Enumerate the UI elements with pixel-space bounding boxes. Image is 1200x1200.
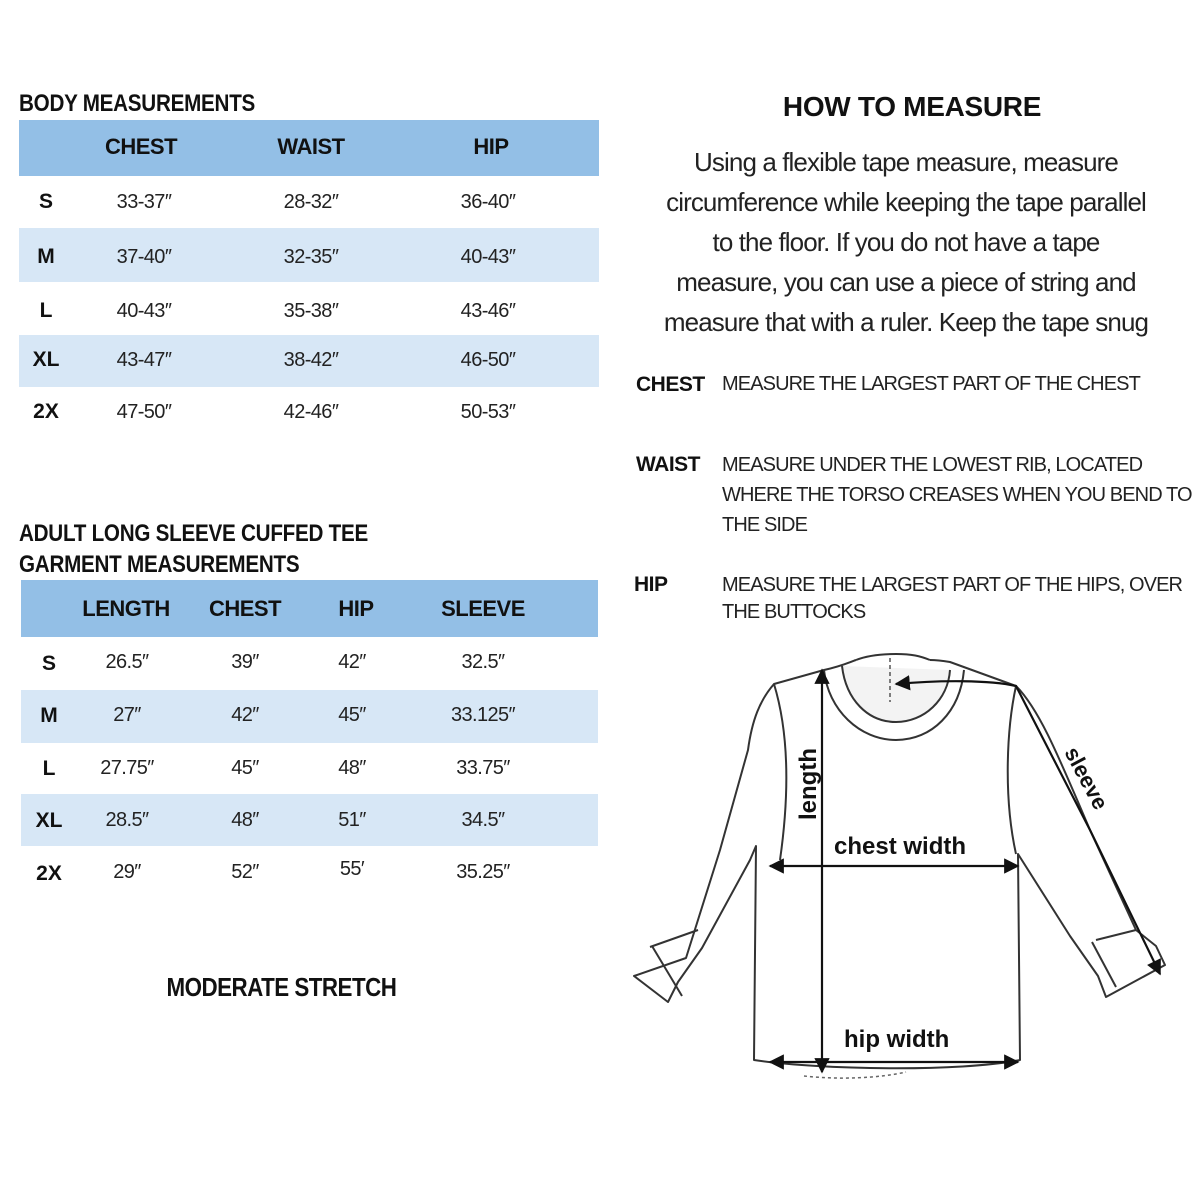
size-label: S xyxy=(41,652,56,675)
right-armhole-seam xyxy=(1008,686,1016,854)
length-value: 27″ xyxy=(113,704,141,726)
sleeve-label: sleeve xyxy=(1059,742,1114,814)
sleeve-value: 35.25″ xyxy=(456,861,510,883)
column-header-hip: HIP xyxy=(473,134,509,159)
hip-width-label: hip width xyxy=(844,1026,950,1053)
size-label: S xyxy=(38,190,53,213)
definition-line: THE BUTTOCKS xyxy=(722,601,866,623)
sleeve-value: 34.5″ xyxy=(461,809,505,831)
sleeve-arrow xyxy=(896,681,1160,974)
waist-value: 35-38″ xyxy=(283,300,339,322)
size-label: XL xyxy=(32,348,60,371)
size-label: M xyxy=(40,704,58,727)
column-header-waist: WAIST xyxy=(277,134,345,159)
shirt-measurement-diagram xyxy=(620,640,1180,1090)
chest-value: 42″ xyxy=(231,704,259,726)
chest-value: 43-47″ xyxy=(116,349,172,371)
column-header-length: LENGTH xyxy=(82,596,170,621)
sleeve-value: 32.5″ xyxy=(461,651,505,673)
length-value: 28.5″ xyxy=(105,809,149,831)
size-label: L xyxy=(39,299,53,322)
right-cuff-line xyxy=(1096,930,1136,940)
column-header-sleeve: SLEEVE xyxy=(441,596,525,621)
hip-value: 55′ xyxy=(339,858,365,880)
body-measurements-table xyxy=(19,120,599,440)
how-to-measure-title: HOW TO MEASURE xyxy=(782,91,1042,122)
definition-line: MEASURE THE LARGEST PART OF THE HIPS, OVER xyxy=(722,574,1183,596)
chest-value: 39″ xyxy=(231,651,259,673)
size-label: 2X xyxy=(33,400,59,423)
neck-back xyxy=(856,654,930,660)
size-label: M xyxy=(37,245,55,268)
waist-value: 28-32″ xyxy=(283,191,339,213)
term-hip: HIP xyxy=(634,573,668,596)
term-chest: CHEST xyxy=(636,373,705,396)
garment-title-line1: ADULT LONG SLEEVE CUFFED TEE xyxy=(19,520,369,547)
size-label: XL xyxy=(35,809,63,832)
definition-line: WHERE THE TORSO CREASES WHEN YOU BEND TO xyxy=(722,484,1192,506)
length-label: length xyxy=(795,748,822,820)
instruction-line: to the floor. If you do not have a tape xyxy=(712,227,1100,257)
chest-value: 33-37″ xyxy=(116,191,172,213)
hip-value: 50-53″ xyxy=(460,401,516,423)
stretch-note: MODERATE STRETCH xyxy=(166,972,397,1002)
definition-hip xyxy=(722,572,1192,626)
body-measurements-title: BODY MEASUREMENTS xyxy=(19,90,256,117)
chest-value: 47-50″ xyxy=(116,401,172,423)
left-cuff-seam xyxy=(652,946,682,996)
chest-width-label: chest width xyxy=(834,833,967,860)
hip-value: 40-43″ xyxy=(460,246,516,268)
definition-line: MEASURE UNDER THE LOWEST RIB, LOCATED xyxy=(722,454,1143,476)
left-armhole-seam xyxy=(774,684,786,860)
definition-chest xyxy=(722,369,1192,399)
definition-waist xyxy=(722,450,1192,540)
length-value: 26.5″ xyxy=(105,651,149,673)
size-label: L xyxy=(42,757,56,780)
right-cuff-seam xyxy=(1092,942,1116,987)
chest-value: 40-43″ xyxy=(116,300,172,322)
size-label: 2X xyxy=(36,862,62,885)
length-value: 29″ xyxy=(113,861,141,883)
hip-value: 43-46″ xyxy=(460,300,516,322)
column-header-chest: CHEST xyxy=(208,596,282,621)
sleeve-value: 33.125″ xyxy=(450,704,516,726)
chest-value: 37-40″ xyxy=(116,246,172,268)
definition-line: MEASURE THE LARGEST PART OF THE CHEST xyxy=(722,373,1140,395)
hip-value: 46-50″ xyxy=(460,349,516,371)
chest-value: 52″ xyxy=(231,861,259,883)
hip-value: 51″ xyxy=(338,809,366,831)
how-to-measure-instructions xyxy=(612,142,1200,342)
chest-value: 45″ xyxy=(231,757,259,779)
hem-dotted-line xyxy=(804,1072,906,1078)
column-header-chest: CHEST xyxy=(104,134,178,159)
garment-title-line2: GARMENT MEASUREMENTS xyxy=(19,551,300,578)
chest-value: 48″ xyxy=(231,809,259,831)
waist-value: 32-35″ xyxy=(283,246,339,268)
shirt-outline xyxy=(634,654,1165,1068)
column-header-hip: HIP xyxy=(338,596,374,621)
hip-value: 36-40″ xyxy=(460,191,516,213)
hip-value: 42″ xyxy=(338,651,366,673)
garment-measurements-table xyxy=(21,580,598,900)
length-value: 27.75″ xyxy=(100,757,154,779)
hip-value: 45″ xyxy=(338,704,366,726)
waist-value: 38-42″ xyxy=(283,349,339,371)
term-waist: WAIST xyxy=(636,453,700,476)
hip-value: 48″ xyxy=(338,757,366,779)
sleeve-value: 33.75″ xyxy=(456,757,510,779)
instruction-line: measure, you can use a piece of string and xyxy=(676,267,1136,297)
definition-line: THE SIDE xyxy=(722,514,808,536)
instruction-line: measure that with a ruler. Keep the tape snug xyxy=(663,307,1149,337)
instruction-line: Using a flexible tape measure, measure xyxy=(694,147,1118,177)
waist-value: 42-46″ xyxy=(283,401,339,423)
instruction-line: circumference while keeping the tape parallel xyxy=(666,187,1146,217)
collar-inner xyxy=(842,666,950,722)
